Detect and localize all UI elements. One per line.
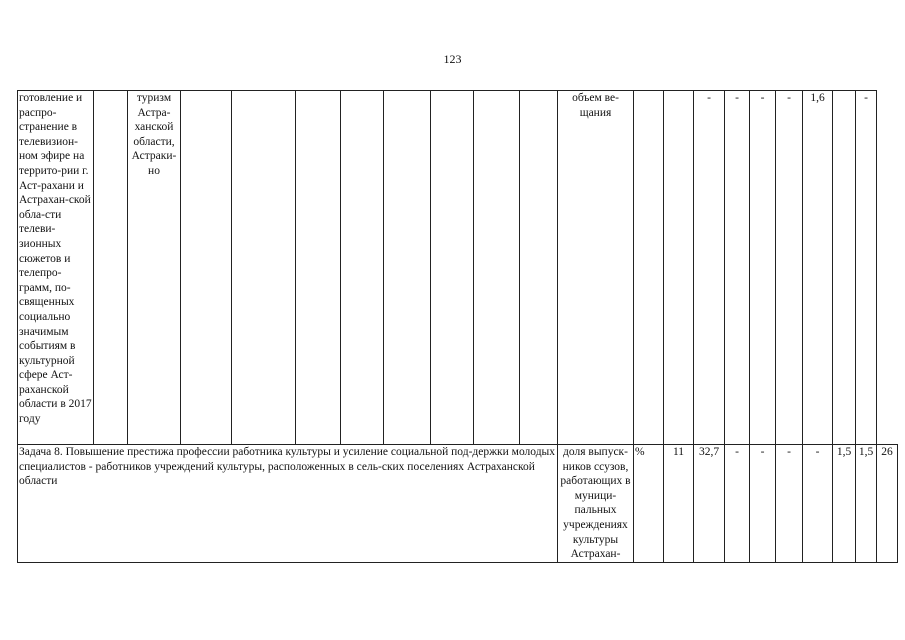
unit-cell [634, 91, 664, 445]
value-cell: - [803, 445, 833, 563]
value-cell [833, 91, 856, 445]
value-cell: 1,6 [803, 91, 833, 445]
executor-cell: туризм Астра-ханской области, Астраки-но [128, 91, 181, 445]
unit-cell: % [634, 445, 664, 563]
program-table [17, 90, 898, 563]
value-cell: 32,7 [694, 445, 725, 563]
empty-cell [94, 91, 128, 445]
table-row [18, 91, 898, 445]
empty-cell [181, 91, 232, 445]
value-cell: - [694, 91, 725, 445]
empty-cell [384, 91, 431, 445]
page-number: 123 [443, 52, 462, 66]
value-cell: - [776, 445, 803, 563]
value-cell: - [725, 445, 750, 563]
value-cell: 26 [877, 445, 898, 563]
table-row [18, 445, 898, 563]
empty-cell [431, 91, 474, 445]
empty-cell [232, 91, 296, 445]
value-cell: - [750, 91, 776, 445]
value-cell: 11 [664, 445, 694, 563]
empty-cell [520, 91, 558, 445]
value-cell [664, 91, 694, 445]
value-cell: - [776, 91, 803, 445]
empty-cell [474, 91, 520, 445]
value-cell: - [725, 91, 750, 445]
indicator-cell: доля выпуск-ников ссузов, работающих в муници-пальных учреждениях культуры Астрахан- [558, 445, 634, 563]
empty-cell [296, 91, 341, 445]
indicator-cell: объем ве-щания [558, 91, 634, 445]
value-cell: - [750, 445, 776, 563]
measure-cell: готовление и распро-странение в телевизион-ном эфире на террито-рии г. Аст-рахани и Астрахан-ской обла-сти телеви-зионных сюжетов и телепро-грамм, по-священных социально значимым событиям в культурной сфере Аст-раханской области в 2017 году [18, 91, 94, 445]
value-cell: 1,5 [856, 445, 877, 563]
empty-cell [341, 91, 384, 445]
value-cell: - [856, 91, 877, 445]
task-cell: Задача 8. Повышение престижа профессии работника культуры и усиление социальной под-держки молодых специалистов - работников учреждений культуры, расположенных в сель-ских поселениях Астраханской области [18, 445, 558, 563]
value-cell: 1,5 [833, 445, 856, 563]
